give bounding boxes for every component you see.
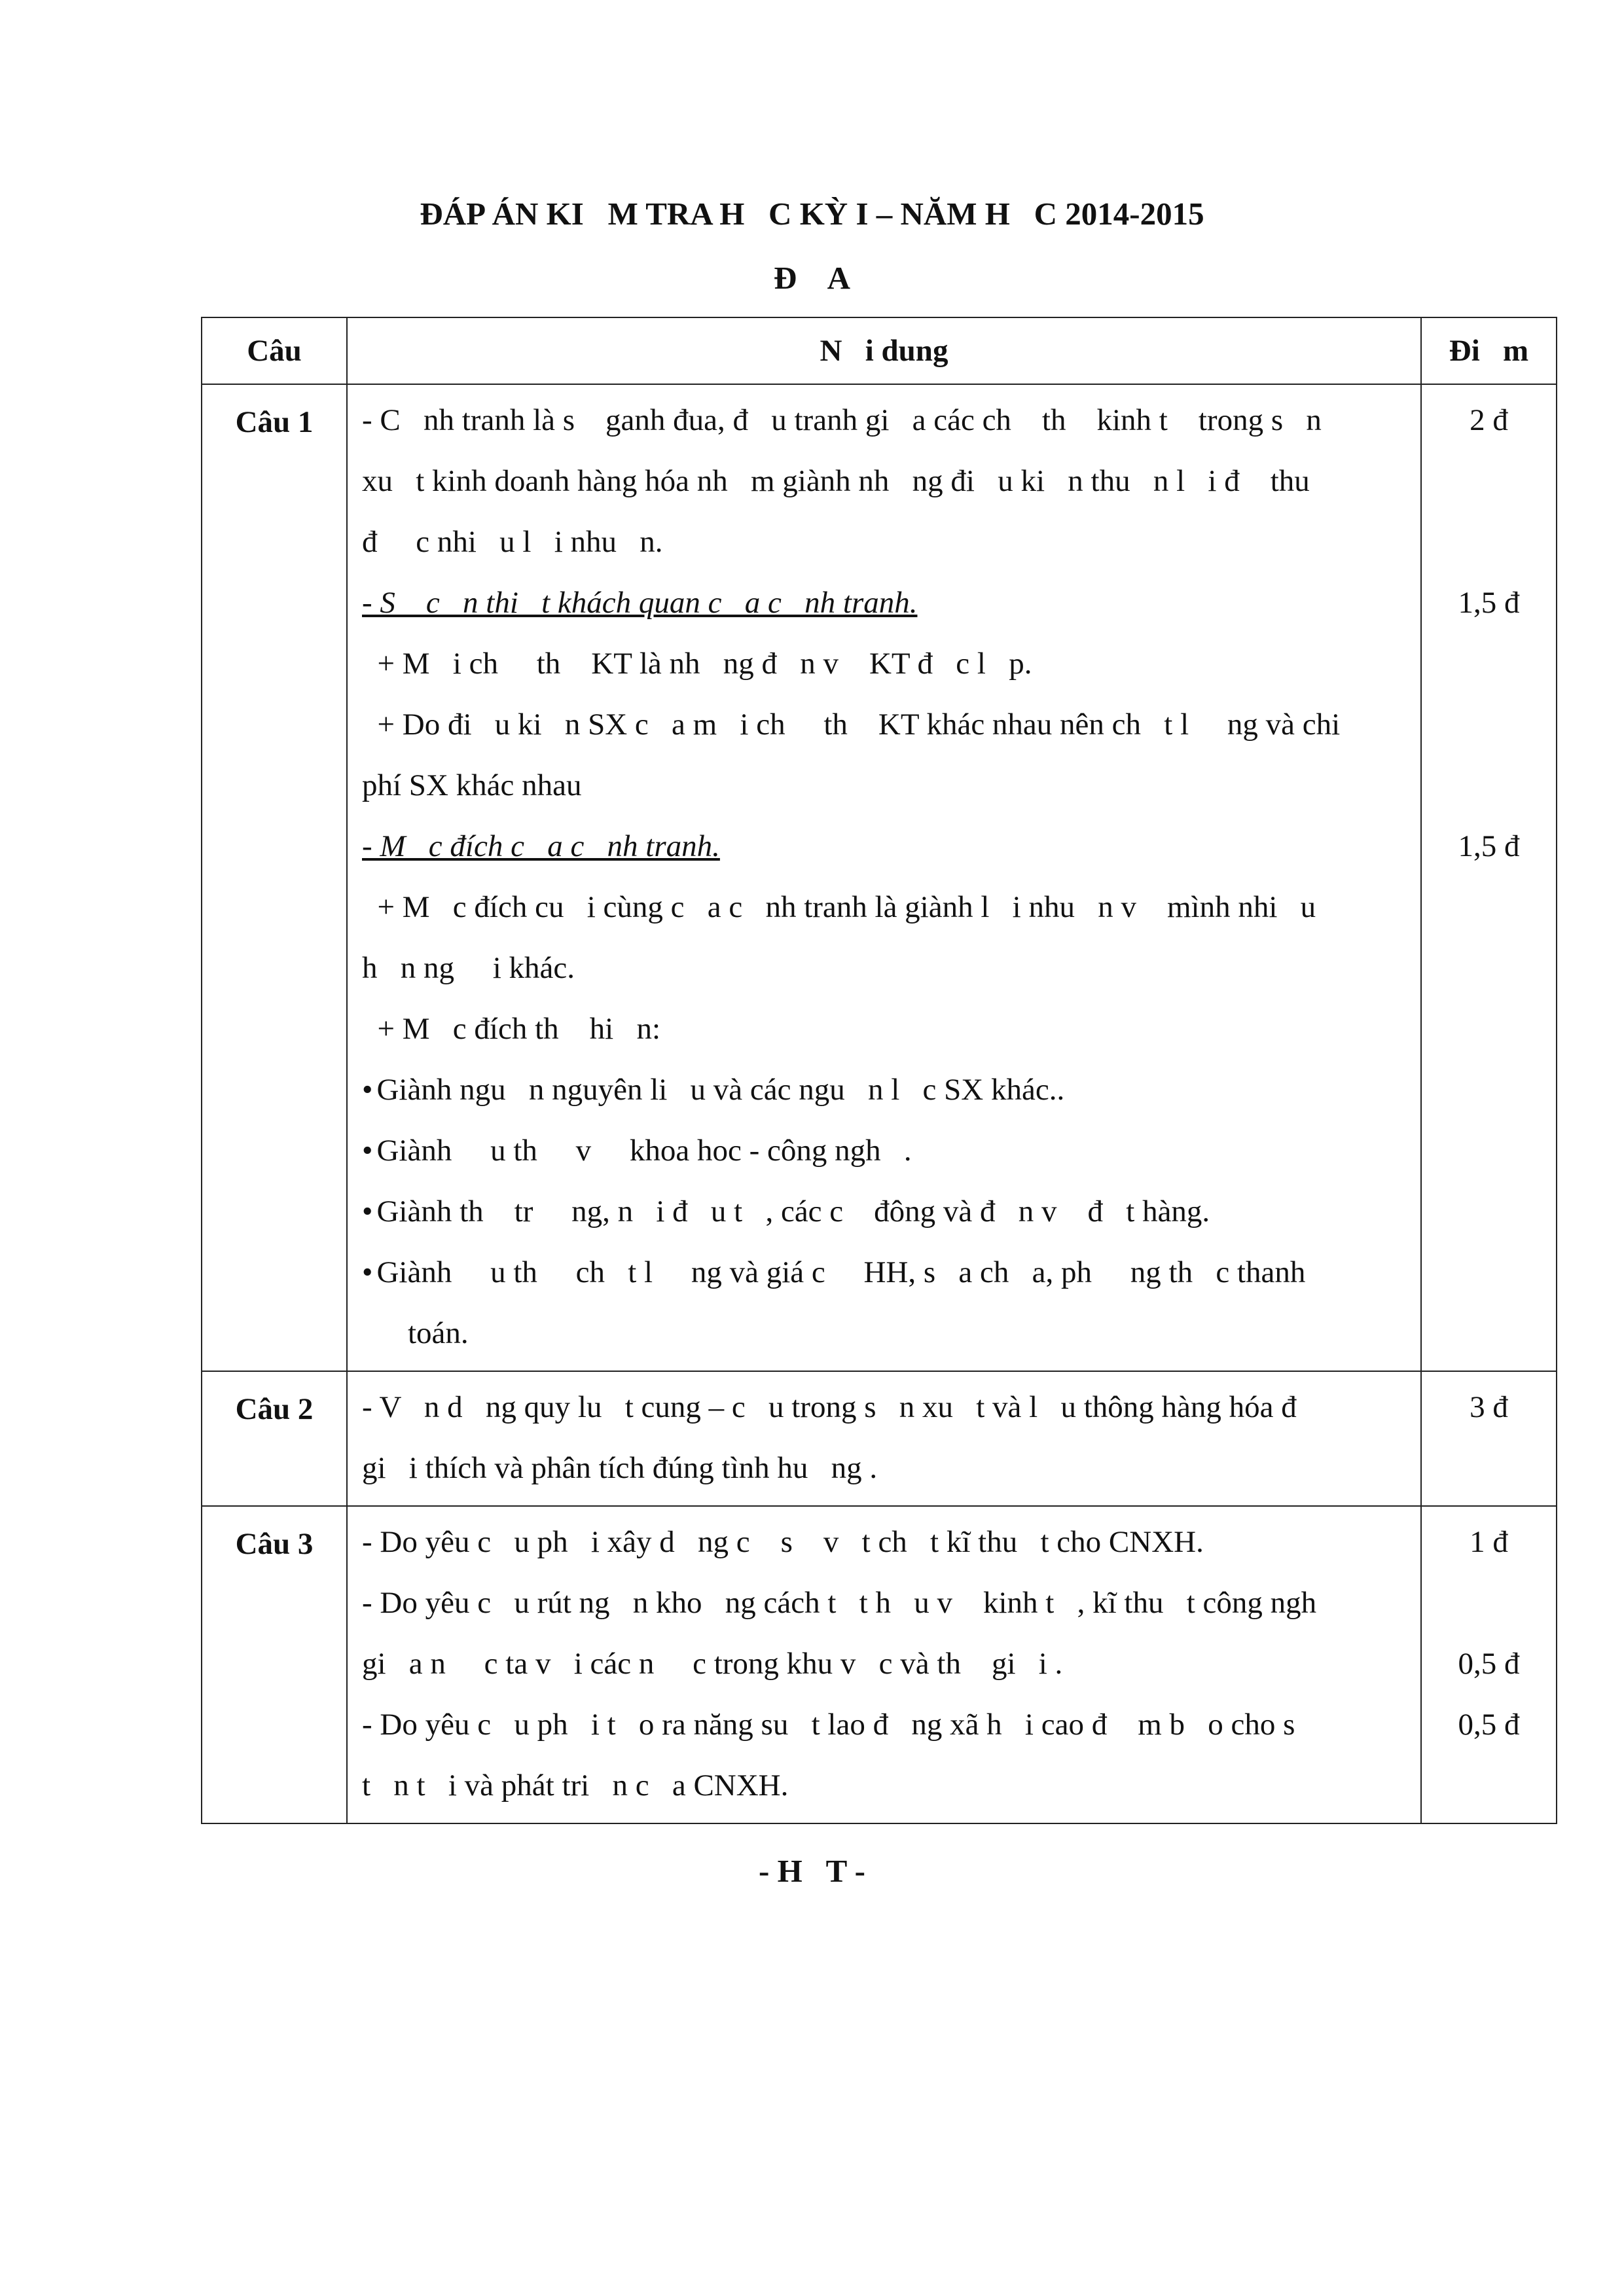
content-line: + M c đích th hi n:: [362, 1012, 661, 1046]
answer-table: [201, 317, 1557, 1824]
document-subtitle: Đ A: [773, 260, 851, 296]
table-row: [202, 384, 1557, 1371]
header-score: Đi m: [1421, 317, 1557, 384]
score-value: 1 đ: [1470, 1525, 1508, 1559]
bullet-item: • Giành ngu n nguyên li u và các ngu n l c SX khác..: [362, 1060, 1407, 1121]
score-value: 1,5 đ: [1458, 829, 1520, 863]
question-label: Câu 2: [202, 1371, 347, 1506]
content-line: - C nh tranh là s ganh đua, đ u tranh gi a các ch th kinh t trong s n: [362, 403, 1322, 437]
bullet-item: • Giành th tr ng, n i đ u t , các c đông và đ n v đ t hàng.: [362, 1181, 1407, 1242]
content-line: - Do yêu c u rút ng n kho ng cách t t h u v kinh t , kĩ thu t công ngh: [362, 1586, 1317, 1620]
header-content: N i dung: [347, 317, 1421, 384]
table-header-row: [202, 317, 1557, 384]
question-label: Câu 3: [202, 1506, 347, 1823]
content-heading: - M c đích c a c nh tranh.: [362, 829, 720, 863]
content-line: - Do yêu c u ph i xây d ng c s v t ch t kĩ thu t cho CNXH.: [362, 1525, 1204, 1559]
table-row: [202, 1371, 1557, 1506]
score-value: 1,5 đ: [1458, 586, 1520, 620]
score-cell: [1421, 384, 1557, 1371]
answer-content: [347, 384, 1421, 1371]
header-question: Câu: [202, 317, 347, 384]
content-line: phí SX khác nhau: [362, 768, 582, 802]
score-value: 0,5 đ: [1458, 1708, 1520, 1742]
bullet-continuation: toán.: [408, 1316, 469, 1350]
content-line: t n t i và phát tri n c a CNXH.: [362, 1768, 789, 1803]
content-line: + M c đích cu i cùng c a c nh tranh là giành l i nhu n v mình nhi u: [362, 890, 1316, 924]
content-line: + Do đi u ki n SX c a m i ch th KT khác nhau nên ch t l ng và chi: [362, 708, 1341, 742]
document-end: - H T -: [759, 1853, 865, 1889]
content-heading: - S c n thi t khách quan c a c nh tranh.: [362, 586, 918, 620]
bullet-item: • Giành u th ch t l ng và giá c HH, s a ch a, ph ng th c thanh: [362, 1242, 1407, 1303]
score-value: 3 đ: [1470, 1390, 1508, 1424]
table-row: [202, 1506, 1557, 1823]
content-line: gi i thích và phân tích đúng tình hu ng .: [362, 1451, 878, 1485]
answer-content: [347, 1371, 1421, 1506]
answer-content: [347, 1506, 1421, 1823]
content-line: h n ng i khác.: [362, 951, 575, 985]
content-line: đ c nhi u l i nhu n.: [362, 525, 663, 559]
content-line: + M i ch th KT là nh ng đ n v KT đ c l p.: [362, 647, 1032, 681]
question-label: Câu 1: [202, 384, 347, 1371]
score-cell: [1421, 1371, 1557, 1506]
bullet-item: • Giành u th v khoa hoc - công ngh .: [362, 1121, 1407, 1181]
content-line: xu t kinh doanh hàng hóa nh m giành nh ng đi u ki n thu n l i đ thu: [362, 464, 1310, 498]
score-cell: [1421, 1506, 1557, 1823]
content-line: gi a n c ta v i các n c trong khu v c và th gi i .: [362, 1647, 1063, 1681]
document-title: ĐÁP ÁN KI M TRA H C KỲ I – NĂM H C 2014-2015: [420, 196, 1204, 232]
content-line: - V n d ng quy lu t cung – c u trong s n xu t và l u thông hàng hóa đ: [362, 1390, 1297, 1424]
score-value: 0,5 đ: [1458, 1647, 1520, 1681]
score-value: 2 đ: [1470, 403, 1508, 437]
content-line: - Do yêu c u ph i t o ra năng su t lao đ ng xã h i cao đ m b o cho s: [362, 1708, 1295, 1742]
